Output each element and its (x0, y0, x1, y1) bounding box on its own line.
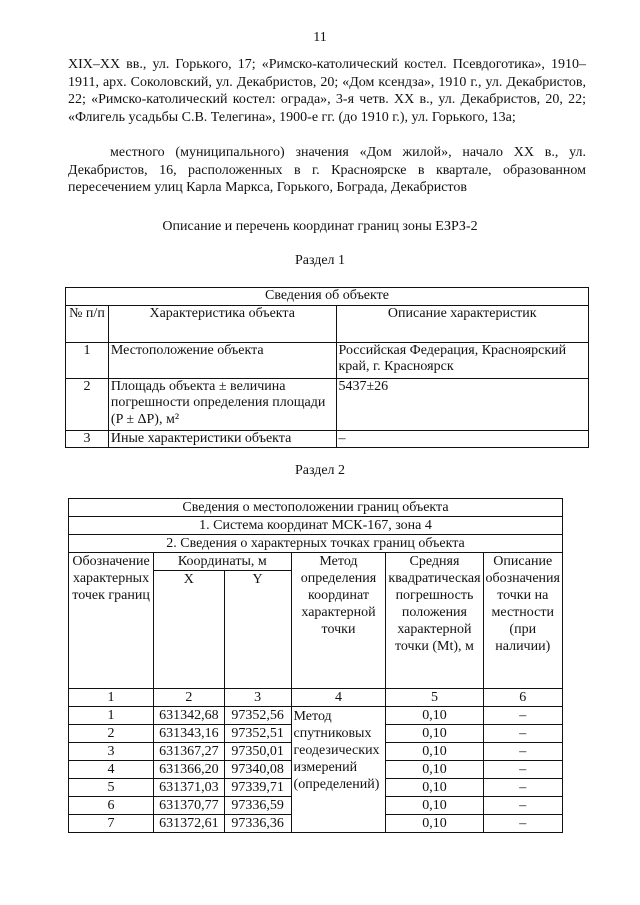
table-row (66, 430, 589, 448)
point-x: 631367,27 (154, 743, 225, 761)
point-location: – (483, 725, 563, 743)
row-characteristic: Иные характеристики объекта (108, 430, 336, 448)
point-location: – (483, 743, 563, 761)
point-error: 0,10 (386, 815, 483, 833)
row-num: 3 (66, 430, 109, 448)
header-num: № п/п (66, 305, 109, 342)
header-characteristic: Характеристика объекта (108, 305, 336, 342)
point-y: 97352,56 (224, 707, 291, 725)
column-number: 4 (291, 689, 386, 707)
point-y: 97340,08 (224, 761, 291, 779)
point-y: 97336,59 (224, 797, 291, 815)
column-numbers-row (69, 689, 563, 707)
header-description: Описание характеристик (336, 305, 589, 342)
paragraph-local-significance: местного (муниципального) значения «Дом жилой», начало XX в., ул. Декабристов, 16, расположенных в г. Красноярске в квартале, образованном пересечением улиц Карла Маркса, Горького, Бограда, Декабристов (68, 145, 586, 195)
point-location: – (483, 761, 563, 779)
row-description: Российская Федерация, Красноярский край, г. Красноярск (336, 342, 589, 378)
page-number: 11 (313, 30, 327, 45)
header-method: Метод определения координат характерной точки (291, 553, 386, 689)
row-num: 1 (66, 342, 109, 378)
header-x: X (154, 571, 225, 689)
object-info-table (65, 287, 589, 448)
section2-title: Раздел 2 (294, 463, 346, 478)
boundary-points-table (68, 498, 563, 833)
column-number: 5 (386, 689, 483, 707)
coordinate-system: 1. Система координат МСК-167, зона 4 (69, 517, 563, 535)
point-error: 0,10 (386, 743, 483, 761)
point-x: 631343,16 (154, 725, 225, 743)
column-number: 3 (224, 689, 291, 707)
table-row (69, 707, 563, 725)
point-x: 631366,20 (154, 761, 225, 779)
point-x: 631371,03 (154, 779, 225, 797)
point-y: 97352,51 (224, 725, 291, 743)
point-id: 5 (69, 779, 154, 797)
point-x: 631372,61 (154, 815, 225, 833)
point-error: 0,10 (386, 761, 483, 779)
point-x: 631370,77 (154, 797, 225, 815)
header-designation: Обозначение характерных точек границ (69, 553, 154, 689)
point-id: 6 (69, 797, 154, 815)
point-error: 0,10 (386, 707, 483, 725)
point-location: – (483, 815, 563, 833)
header-location: Описание обозначения точки на местности (при наличии) (483, 553, 563, 689)
point-error: 0,10 (386, 725, 483, 743)
point-id: 1 (69, 707, 154, 725)
section1-title: Раздел 1 (294, 253, 346, 268)
point-id: 2 (69, 725, 154, 743)
point-location: – (483, 707, 563, 725)
method-cell: Метод спутниковых геодезических измерений (определений) (291, 707, 386, 833)
points-title: 2. Сведения о характерных точках границ объекта (69, 535, 563, 553)
point-y: 97350,01 (224, 743, 291, 761)
boundary-table-title: Сведения о местоположении границ объекта (69, 499, 563, 517)
row-num: 2 (66, 378, 109, 430)
point-location: – (483, 779, 563, 797)
paragraph-monuments-list: XIX–XX вв., ул. Горького, 17; «Римско-католический костел. Псевдоготика», 1910–1911, арх. Соколовский, ул. Декабристов, 20; «Дом ксендза», 1910 г., ул. Декабристов, 22; «Римско-католический костел: ограда», 3-я четв. XX в., ул. Декабристов, 20, 22; «Флигель усадьбы С.В. Телегина», 1900-е гг. (до 1910 г.), ул. Горького, 13а; (68, 57, 586, 125)
row-characteristic: Местоположение объекта (108, 342, 336, 378)
point-x: 631342,68 (154, 707, 225, 725)
point-error: 0,10 (386, 779, 483, 797)
header-coordinates: Координаты, м (154, 553, 291, 571)
point-y: 97339,71 (224, 779, 291, 797)
header-error: Средняя квадратическая погрешность положения характерной точки (Mt), м (386, 553, 483, 689)
table-row (66, 378, 589, 430)
column-number: 2 (154, 689, 225, 707)
section-heading: Описание и перечень координат границ зоны ЕЗРЗ-2 (162, 219, 478, 234)
row-characteristic: Площадь объекта ± величина погрешности определения площади (P ± ΔP), м² (108, 378, 336, 430)
row-description: 5437±26 (336, 378, 589, 430)
point-id: 7 (69, 815, 154, 833)
point-y: 97336,36 (224, 815, 291, 833)
object-info-table-title: Сведения об объекте (66, 288, 589, 306)
column-number: 6 (483, 689, 563, 707)
table-row (66, 342, 589, 378)
header-y: Y (224, 571, 291, 689)
point-location: – (483, 797, 563, 815)
point-error: 0,10 (386, 797, 483, 815)
row-description: – (336, 430, 589, 448)
point-id: 4 (69, 761, 154, 779)
column-number: 1 (69, 689, 154, 707)
point-id: 3 (69, 743, 154, 761)
